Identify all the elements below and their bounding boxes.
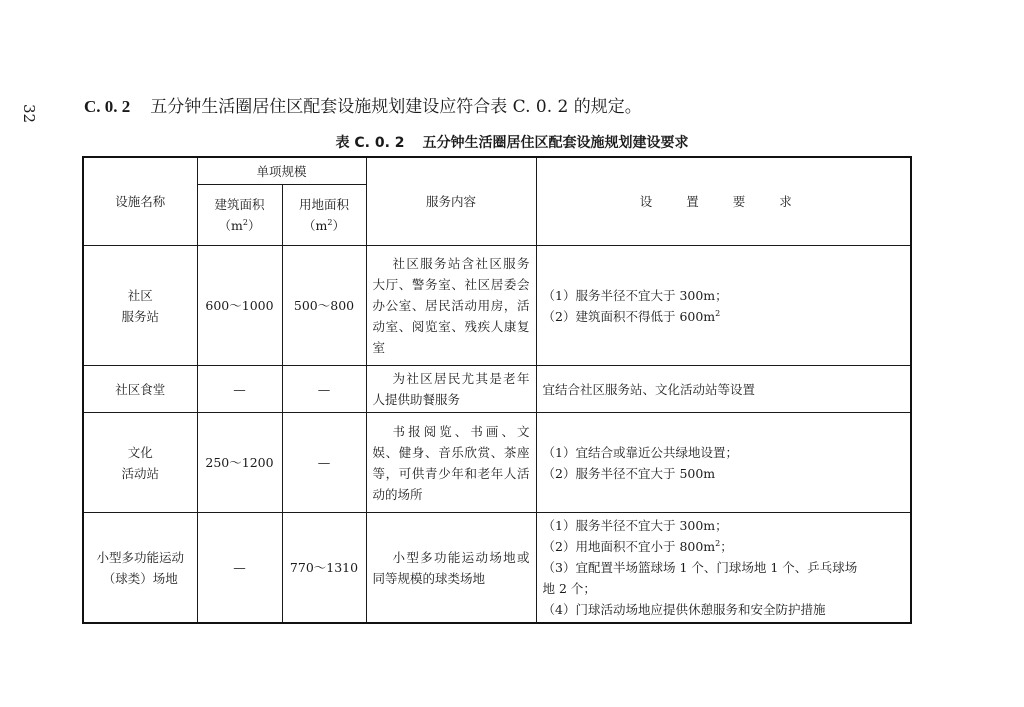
row-service: 社区服务站含社区服务大厅、警务室、社区居委会办公室、居民活动用房，活动室、阅览室、残疾人康复室: [366, 246, 536, 366]
page-number: 32: [20, 104, 38, 124]
requirement-text: ；: [720, 539, 733, 554]
row-facility-name: [83, 413, 197, 513]
header-building-area-label: 建筑面积: [214, 197, 265, 212]
requirement-line: [543, 536, 905, 557]
row-land-area: 500～800: [282, 246, 366, 366]
clause-text: 五分钟生活圈居住区配套设施规划建设应符合表 C. 0. 2 的规定。: [150, 97, 642, 117]
header-building-area-unit: [204, 215, 276, 236]
requirement-line: （3）宜配置半场篮球场 1 个、门球场地 1 个、乒乓球场: [542, 560, 858, 575]
requirement-text: （2）用地面积不宜小于 800m: [542, 539, 716, 554]
header-requirements: 设 置 要 求: [536, 157, 911, 246]
header-service: 服务内容: [366, 157, 536, 246]
requirement-line: （1）宜结合或靠近公共绿地设置；: [542, 444, 738, 460]
name-line: 服务站: [121, 308, 159, 324]
header-building-area: [197, 185, 282, 246]
requirement-sup: 2: [715, 308, 721, 318]
requirement-line: （4）门球活动场地应提供休憩服务和安全防护措施: [542, 602, 826, 617]
name-line: 文化: [127, 444, 153, 460]
row-requirements: [536, 366, 911, 413]
name-line: （球类）场地: [102, 570, 178, 586]
row-land-area: —: [282, 413, 366, 513]
requirement-sup: 2: [715, 538, 721, 548]
table-row: [83, 513, 911, 624]
row-building-area: —: [197, 513, 282, 624]
header-land-area-label: 用地面积: [299, 197, 350, 212]
row-facility-name: 社区食堂: [83, 366, 197, 413]
row-service: 为社区居民尤其是老年人提供助餐服务: [366, 366, 536, 413]
table-caption: [0, 132, 1024, 152]
row-service: 书报阅览、书画、文娱、健身、音乐欣赏、茶座等，可供青少年和老年人活动的场所: [366, 413, 536, 513]
facility-table: [82, 156, 912, 624]
building-unit-open: （m: [218, 218, 243, 233]
header-land-area-unit: [289, 215, 360, 236]
row-requirements: [536, 413, 911, 513]
clause-number: C. 0. 2: [84, 97, 131, 116]
row-requirements: [536, 513, 911, 624]
land-unit-close: ）: [332, 218, 345, 233]
requirement-line: （1）服务半径不宜大于 300m；: [542, 287, 728, 303]
name-line: 社区: [127, 287, 153, 303]
requirement-line: （1）服务半径不宜大于 300m；: [542, 518, 728, 533]
header-row: [83, 157, 911, 185]
header-land-area: [282, 185, 366, 246]
requirement-line: 宜结合社区服务站、文化活动站等设置: [542, 381, 756, 397]
name-line: 小型多功能运动: [96, 549, 184, 565]
row-facility-name: [83, 246, 197, 366]
table-caption-number: 表 C. 0. 2: [335, 135, 405, 151]
requirement-text: （2）建筑面积不得低于 600m: [542, 308, 716, 324]
building-unit-close: ）: [247, 218, 261, 233]
building-unit-sup: 2: [242, 217, 248, 227]
row-service: 小型多功能运动场地或同等规模的球类场地: [366, 513, 536, 624]
table-row: [83, 413, 911, 513]
row-land-area: —: [282, 366, 366, 413]
row-land-area: 770～1310: [282, 513, 366, 624]
requirement-line: [543, 306, 905, 327]
row-building-area: 600～1000: [197, 246, 282, 366]
table-row: [83, 246, 911, 366]
name-line: 活动站: [121, 465, 159, 481]
row-building-area: —: [197, 366, 282, 413]
row-facility-name: [83, 513, 197, 624]
table-row: [83, 366, 911, 413]
clause-heading: [84, 92, 642, 117]
row-building-area: 250～1200: [197, 413, 282, 513]
row-requirements: [536, 246, 911, 366]
requirement-line: 地 2 个；: [542, 581, 596, 596]
land-unit-sup: 2: [327, 217, 333, 227]
table-caption-title: 五分钟生活圈居住区配套设施规划建设要求: [422, 135, 689, 151]
land-unit-open: （m: [303, 218, 328, 233]
requirement-line: （2）服务半径不宜大于 500m: [542, 465, 716, 481]
header-facility: 设施名称: [83, 157, 197, 246]
header-scale: 单项规模: [197, 157, 366, 185]
